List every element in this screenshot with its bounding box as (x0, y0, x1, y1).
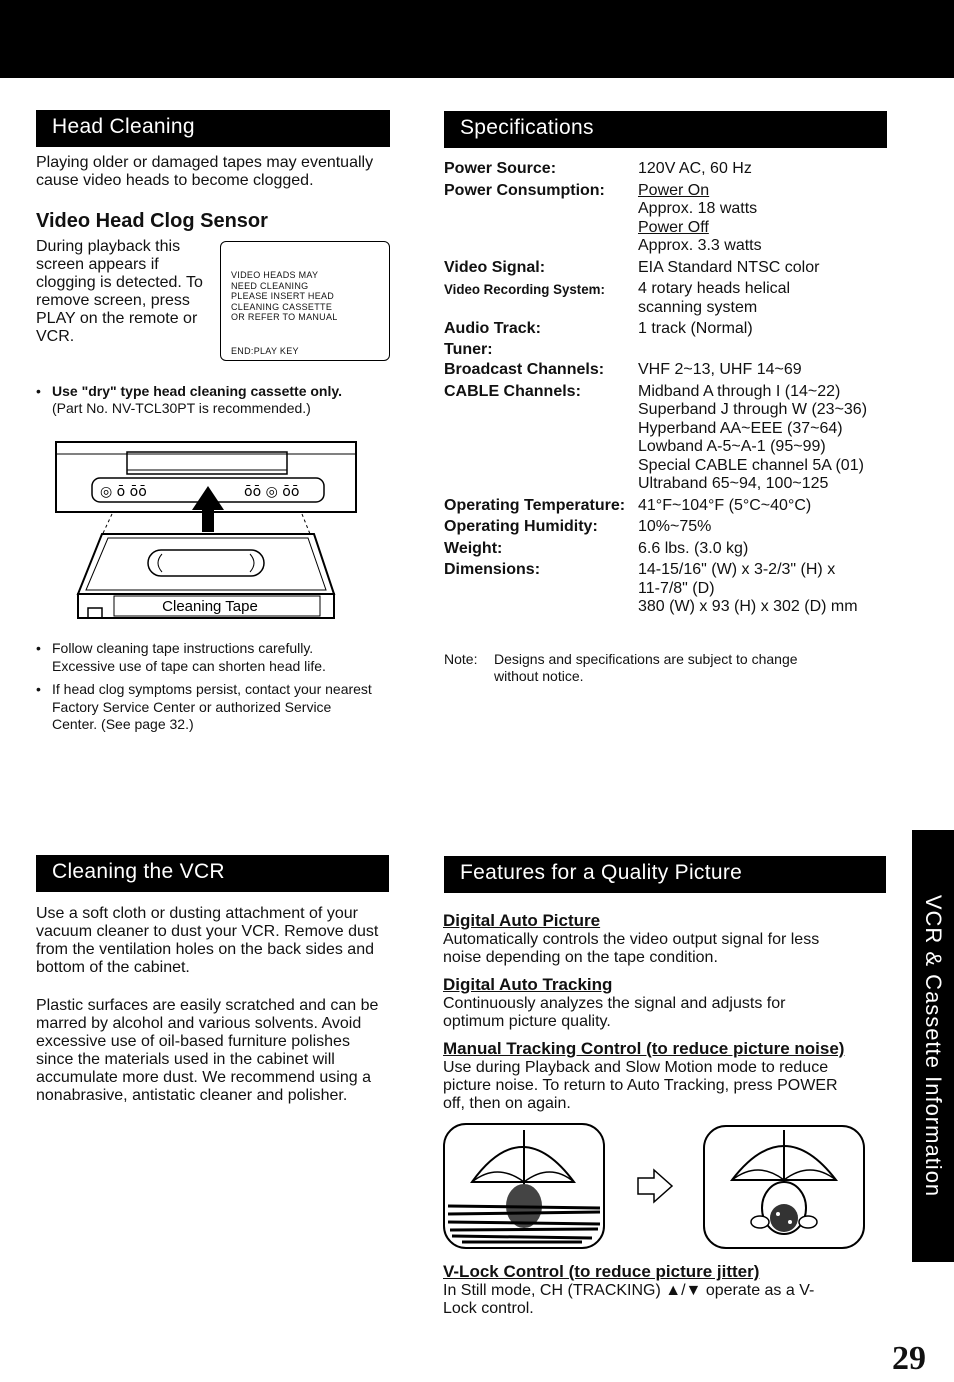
feature-text: In Still mode, CH (TRACKING) ▲/▼ operate as a V-Lock control. (443, 1282, 815, 1317)
picture-noise-illustration (442, 1122, 866, 1252)
dry-note-part: (Part No. NV-TCL30PT is recommended.) (52, 400, 311, 416)
spec-value (638, 280, 914, 317)
dry-note: • Use "dry" type head cleaning cassette only. (Part No. NV-TCL30PT is recommended.) (36, 383, 343, 416)
spec-value-line: scanning system (638, 298, 758, 316)
feature-text: Use during Playback and Slow Motion mode to reduce picture noise. To return to Auto Tracking, press POWER off, then on again. (443, 1059, 838, 1112)
spec-value (638, 518, 914, 537)
svg-text:ōō ◎ ōō: ōō ◎ ōō (244, 484, 300, 500)
spec-row (444, 540, 914, 559)
cleaning-vcr-para1: Use a soft cloth or dusting attachment of your vacuum cleaner to dust your VCR. Remove dust from the ventilation holes on the back sides and bottom of the cabinet. (36, 905, 379, 976)
spec-value (638, 383, 914, 494)
spec-value (638, 160, 914, 179)
spec-value (638, 540, 914, 559)
spec-value (638, 320, 914, 339)
spec-row (444, 341, 914, 360)
clog-sensor-text: During playback this screen appears if clogging is detected. To remove screen, press PLAY on the remote or VCR. (36, 238, 203, 345)
head-cleaning-header (36, 110, 390, 147)
spec-value-line: 1 track (Normal) (638, 320, 753, 337)
spec-label: Power Source: (444, 160, 557, 177)
spec-value-line: Lowband A-5~A-1 (95~99) (638, 438, 826, 455)
spec-label: Operating Humidity: (444, 518, 598, 535)
screen-footer: END:PLAY KEY (231, 346, 299, 356)
spec-value-line: 14-15/16" (W) x 3-2/3" (H) x (638, 561, 836, 578)
spec-label: Tuner: (444, 340, 493, 358)
spec-label: Broadcast Channels: (444, 361, 605, 378)
specifications-table (444, 160, 914, 620)
clog-sensor-heading: Video Head Clog Sensor (36, 210, 268, 232)
head-cleaning-intro: Playing older or damaged tapes may eventually cause video heads to become clogged. (36, 154, 374, 189)
spec-label: Operating Temperature: (444, 496, 626, 514)
page-number: 29 (892, 1340, 926, 1377)
head-cleaning-title: Head Cleaning (52, 115, 195, 138)
specifications-header (444, 111, 887, 148)
spec-row (444, 259, 914, 278)
spec-label: Power Consumption: (444, 181, 605, 199)
spec-row (444, 280, 914, 317)
spec-row (444, 497, 914, 516)
spec-value-line: 120V AC, 60 Hz (638, 160, 752, 177)
spec-value-line: Power On (638, 181, 710, 199)
spec-value-line: Special CABLE channel 5A (01) (638, 456, 864, 474)
note-text: Designs and specifications are subject to change without notice. (494, 651, 798, 684)
spec-row (444, 383, 914, 494)
spec-label: CABLE Channels: (444, 382, 581, 400)
feature-digital-auto-tracking (443, 975, 893, 1031)
cleaning-vcr-title: Cleaning the VCR (52, 860, 225, 883)
feature-title: Digital Auto Picture (443, 911, 601, 930)
spec-value (638, 182, 914, 256)
spec-label: Dimensions: (444, 561, 541, 578)
spec-value-line: Approx. 18 watts (638, 200, 758, 217)
spec-value-line: 4 rotary heads helical (638, 280, 791, 297)
spec-value-line: EIA Standard NTSC color (638, 258, 820, 276)
spec-value-line: 380 (W) x 93 (H) x 302 (D) mm (638, 598, 858, 615)
features-title: Features for a Quality Picture (460, 861, 743, 884)
spec-label: Video Recording System: (444, 281, 605, 297)
feature-digital-auto-picture (443, 911, 893, 967)
spec-row (444, 182, 914, 256)
head-cleaning-bullets (36, 640, 376, 740)
spec-label: Video Signal: (444, 258, 546, 276)
top-black-bar (0, 0, 954, 78)
spec-value-line: Hyperband AA~EEE (37~64) (638, 419, 843, 437)
specifications-title: Specifications (460, 116, 594, 139)
spec-value (638, 259, 914, 278)
svg-text:◎ ō ōō: ◎ ō ōō (100, 484, 147, 500)
spec-value-line: 11-7/8" (D) (638, 579, 715, 597)
note-label: Note: (444, 651, 478, 667)
screen-message: VIDEO HEADS MAY NEED CLEANING PLEASE INSERT HEAD CLEANING CASSETTE OR REFER TO MANUAL (231, 270, 338, 322)
spec-value (638, 341, 914, 360)
bullet-item: • If head clog symptoms persist, contact your nearest Factory Service Center or authorized Service Center. (See page 32.) (36, 681, 376, 734)
spec-row (444, 320, 914, 339)
spec-value-line: 6.6 lbs. (3.0 kg) (638, 539, 749, 557)
spec-value (638, 361, 914, 380)
spec-row (444, 160, 914, 179)
spec-value-line: Superband J through W (23~36) (638, 401, 868, 418)
spec-label: Audio Track: (444, 320, 541, 337)
clog-warning-screen (220, 241, 390, 361)
feature-text: Automatically controls the video output signal for less noise depending on the tape condition. (443, 931, 820, 966)
cleaning-vcr-para2: Plastic surfaces are easily scratched and can be marred by alcohol and various solvents. Avoid excessive use of oil-based furniture polishes since the materials used in the cabinet will accumulate more dust. We recommend using a nonabrasive, antistatic cleaner and polisher. (36, 997, 379, 1104)
feature-title: Digital Auto Tracking (443, 975, 613, 994)
vcr-cleaning-tape-illustration (52, 434, 362, 624)
side-tab-label: VCR & Cassette Information (921, 894, 946, 1198)
spec-note (444, 651, 864, 685)
spec-value-line: Ultraband 65~94, 100~125 (638, 475, 829, 492)
feature-manual-tracking (443, 1039, 893, 1113)
spec-row (444, 561, 914, 617)
feature-title: Manual Tracking Control (to reduce picture noise) (443, 1039, 845, 1058)
spec-value-line: Power Off (638, 218, 709, 236)
spec-value-line: 41°F~104°F (5°C~40°C) (638, 496, 812, 514)
side-tab (912, 830, 954, 1262)
spec-value-line: Approx. 3.3 watts (638, 237, 762, 254)
bullet-item: • Follow cleaning tape instructions carefully. Excessive use of tape can shorten head life. (36, 640, 376, 675)
spec-value-line: Midband A through I (14~22) (638, 382, 841, 400)
cleaning-tape-label: Cleaning Tape (162, 598, 258, 615)
spec-value (638, 561, 914, 617)
dry-note-bold: Use "dry" type head cleaning cassette only. (52, 383, 343, 399)
spec-row (444, 518, 914, 537)
spec-row (444, 361, 914, 380)
feature-title: V-Lock Control (to reduce picture jitter) (443, 1262, 760, 1281)
spec-value-line: 10%~75% (638, 518, 712, 535)
spec-value-line: VHF 2~13, UHF 14~69 (638, 361, 802, 378)
cleaning-vcr-header (36, 855, 389, 892)
feature-text: Continuously analyzes the signal and adjusts for optimum picture quality. (443, 995, 786, 1030)
features-header (444, 856, 886, 893)
spec-value (638, 497, 914, 516)
feature-v-lock (443, 1262, 893, 1318)
spec-label: Weight: (444, 539, 503, 557)
